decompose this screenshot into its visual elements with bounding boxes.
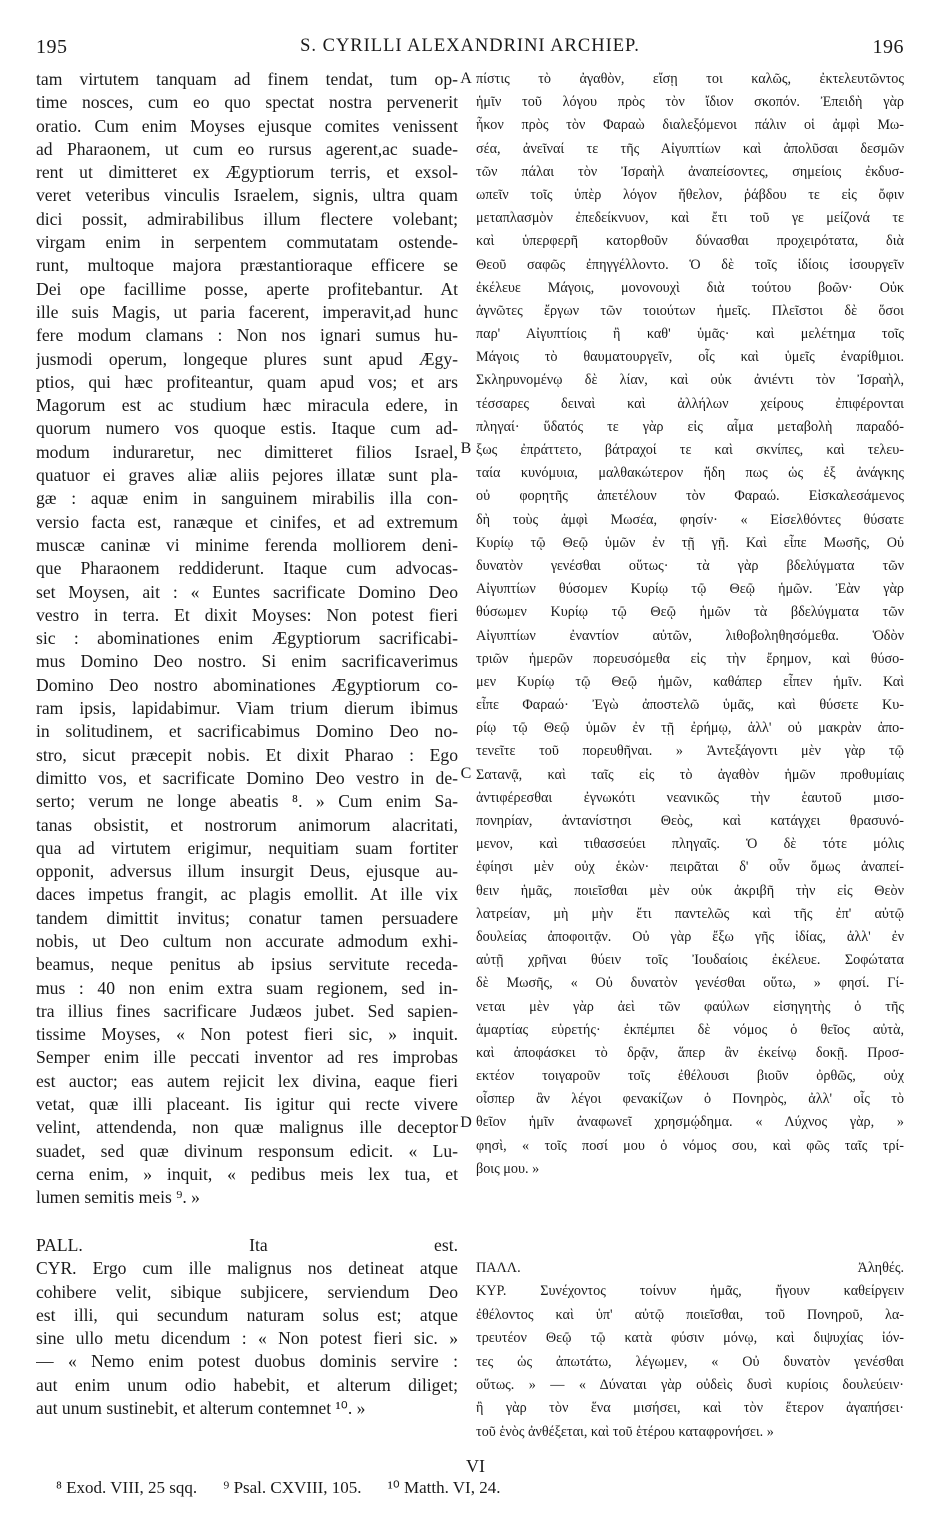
greek-text-line: τριῶν ἡμερῶν πορευσόμεθα εἰς τὴν ἔρημον, καὶ θύσο- <box>476 650 904 667</box>
greek-text-line: καὶ ἀποφάσκει τὸ δρᾷν, ἅπερ ἂν ἐκείνῳ δοκῇ. Προσ- <box>476 1044 904 1061</box>
latin-text-line: Magorum est ac studium hæc miracula edere, in <box>36 395 458 416</box>
latin-text-line: serto; verum ne longe abeatis ⁸. » Cum enim Sa- <box>36 791 458 812</box>
latin-text-line: oratio. Cum enim Moyses ejusque comites venissent <box>36 115 458 136</box>
latin-text-line: cerna enim, » inquit, « pedibus meis lex tua, et <box>36 1163 458 1184</box>
greek-text-line: νεται μὲν γὰρ ἀεὶ τῶν φαύλων εἰσηγητὴς ὁ τῆς <box>476 998 904 1015</box>
latin-text-line: sic : abominationes enim Ægyptiorum sacrificabi- <box>36 628 458 649</box>
greek-text-line: δὲ Μωσῆς, « Οὐ δυνατὸν γενέσθαι οὕτω, » φησί. Γί- <box>476 975 904 992</box>
greek-text-line: πονηρίαν, ἀντανίστησι Θεὸς, καὶ κατάγχει θρασυνό- <box>476 813 904 829</box>
latin-text-line: est auctor; eas autem rejicit lex divina, eaque fieri <box>36 1070 458 1091</box>
latin-text-line: nobis, ut Deo cultum non accurate admodum exhi- <box>36 930 458 951</box>
greek-text-line: πληγαί· ὕδατός τε γὰρ εἰς αἷμα μεταβολὴ παραδό- <box>476 418 904 435</box>
greek-text-line: οἷσπερ ἂν λέγοι φενακίζων ὁ Πονηρὸς, ἀλλ' οἷς τὸ <box>476 1091 904 1108</box>
margin-letter-c: C <box>460 765 472 782</box>
latin-text-line: stro, sicut præcepit nobis. Et dixit Pharao : Ego <box>36 744 458 765</box>
greek-text-line: μεν Κυρίῳ τῷ Θεῷ ἡμῶν, καθάπερ εἶπεν ἡμῖν. Καὶ <box>476 673 904 690</box>
latin-text-line: beamus, neque penitus ab ipsius servitute recedа- <box>36 954 458 975</box>
greek-text-line: καὶ ὑπερφερῆ κατορθοῦν δύνασθαι προχειρότατα, διὰ <box>476 233 904 250</box>
latin-text-line: lumen semitis meis ⁹. » <box>36 1187 200 1208</box>
greek-text-line: βοις μου. » <box>476 1160 540 1177</box>
latin-text-line: opponit, adversus illum insurgit Deus, ejusque au- <box>36 861 458 882</box>
latin-dialog-line: aut unum sustinebit, et alterum contemnet ¹⁰. » <box>36 1398 366 1419</box>
latin-text-line: veret veteribus vinculis Israelem, signis, ultra quam <box>36 185 458 206</box>
margin-letter-d: D <box>460 1114 472 1131</box>
latin-text-line: tra illius fines sacrificare Judæos jubet. Sed sapien- <box>36 1000 458 1021</box>
latin-text-line: Dei ope facillime posse, aperte profitebantur. At <box>36 278 458 299</box>
greek-dialog-line: τες ὡς ἀπωτάτω, λέγωμεν, « Οὐ δυνατὸν γενέσθαι <box>476 1353 904 1370</box>
greek-text-line: οὐ φορητῆς ἀπετέλουν τὸν Φαραώ. Εἰσκαλεσάμενος <box>476 488 904 505</box>
latin-text-line: ille suis Magis, ut paria facerent, imperavit,ad hunc <box>36 301 458 322</box>
latin-text-line: jusmodi operum, longeque plures sunt apud Ægy- <box>36 348 458 369</box>
latin-dialog-line: sine ullo metu dicendum : « Non potest fieri sic. » <box>36 1328 458 1349</box>
greek-text-line: παρ' Αἰγυπτίοις ἢ καθ' ὑμᾶς· καὶ μελέτημα τοῖς <box>476 326 904 343</box>
greek-text-line: θειν ἡμᾶς, ποιεῖσθαι μὲν οὐκ ἀκριβῆ τὴν εἰς Θεὸν <box>476 882 904 899</box>
latin-text-line: Domino Deo nostro abominationes Ægyptiorum co- <box>36 674 458 695</box>
greek-text-line: δουλείας ἀποφοιτᾷν. Οὐ γὰρ ἔξω γῆς ἰδίας, ἀλλ' ἐν <box>476 928 904 945</box>
latin-text-line: tandem dimittit invitus; conatur tamen persuadere <box>36 907 458 928</box>
greek-dialog-line: τρευτέον Θεῷ τῷ κατὰ φύσιν μόνῳ, καὶ διψυχίας ἰόν- <box>476 1330 904 1347</box>
latin-dialog-line: cohibere velit, sibique subjicere, serviendum Deo <box>36 1281 458 1302</box>
latin-text-line: set Moysen, ait : « Euntes sacrificate Domino Deo <box>36 581 458 602</box>
latin-text-line: daces impetus frangit, ac plagis emollit. At ille vix <box>36 884 458 905</box>
latin-text-line: dimitto vos, et sacrificate Domino Deo vestro in de- <box>36 767 458 788</box>
greek-text-line: ταία κυνόμυια, μαλθακώτερον ἤδη πως ὡς ἐξ ἀνάγκης <box>476 465 904 482</box>
greek-text-line: ἀγνῶτες ἔργων τῶν τοιούτων ἡμεῖς. Πλεῖστοι δὲ ὅσοι <box>476 302 904 319</box>
page-number-right: 196 <box>872 36 904 58</box>
greek-dialog-line: ΠΑΛΛ. Ἀληθές. <box>476 1260 904 1276</box>
latin-text-line: quatuor ei graves aliæ aliis pejores illatæ sunt pla- <box>36 465 458 486</box>
greek-text-line: ἐκέλευε Μάγοις, μονονουχὶ διὰ τούτου βοῶν· Οὐκ <box>476 279 904 296</box>
latin-dialog-line: CYR. Ergo cum ille malignus nos detineat atque <box>36 1258 458 1279</box>
latin-text-line: dici possit, admirabilibus illum flectere volebant; <box>36 208 458 229</box>
signature-mark: VI <box>466 1456 485 1476</box>
greek-text-line: Σκληρυνομένῳ δὲ λίαν, καὶ οὐκ ἀνιέντι τὸν Ἰσραὴλ, <box>476 372 904 389</box>
greek-text-line: ξως ἐπράττετο, βάτραχοί τε καὶ σκνίπες, καὶ τελευ- <box>476 442 904 458</box>
greek-text-line: δὴ τοὺς ἀμφὶ Μωσέα, φησίν· « Εἰσελθόντες θύσατε <box>476 511 904 528</box>
latin-text-line: que Pharaonem reddiderunt. Itaque cum advocas- <box>36 558 458 579</box>
greek-text-line: πίστις τὸ ἀγαθὸν, εἴσῃ τοι καλῶς, ἐκτελευτῶντος <box>476 71 904 87</box>
margin-letter-a: A <box>460 70 472 87</box>
greek-dialog-line: ΚΥΡ. Συνέχοντος τοίνυν ἡμᾶς, ἤγουν καθείργειν <box>476 1283 904 1300</box>
footnote-10: ¹⁰ Matth. VI, 24. <box>387 1478 501 1497</box>
greek-text-line: τῶν πάλαι τὸν Ἰσραὴλ ἀναπείσοντες, σημείοις ἐκδυσ- <box>476 163 904 180</box>
margin-letter-b: B <box>460 440 472 457</box>
latin-text-line: runt, multoque majora præstantioraque efficere se <box>36 255 458 276</box>
greek-dialog <box>476 1257 904 1444</box>
latin-text-line: mus Domino Deo nostro. Si enim sacrificaverimus <box>36 651 458 672</box>
latin-text-line: vestro in terra. Et dixit Moyses: Non potest fieri <box>36 604 458 625</box>
latin-text-line: quorum numero vos quoque estis. Itaque cum ad- <box>36 418 458 439</box>
latin-text-line: tanas obsistit, et nostrorum animorum alacritati, <box>36 814 458 835</box>
latin-text-line: rent ut dimitteret ex Ægyptiorum terris, et exsol- <box>36 162 458 183</box>
greek-text-line: δυνατὸν γενέσθαι οὕτως· τὰ γὰρ βδελύγματα τῶν <box>476 557 904 574</box>
latin-text-line: muscæ caninæ vi minime ferenda molliorem deni- <box>36 534 458 555</box>
footnotes <box>56 1478 916 1498</box>
latin-dialog-line: PALL. Ita est. <box>36 1235 458 1255</box>
greek-text-line: εἶπε Φαραώ· Ἐγὼ ἀποστελῶ ὑμᾶς, καὶ θύσετε Κυ- <box>476 697 904 714</box>
latin-text-line: fere modum clamans : Non nos ignari sumus hu- <box>36 325 458 346</box>
latin-text-line: gæ : aquæ enim in sanguinem mirabilis illa con- <box>36 488 458 509</box>
greek-text-line: τενεῖτε τοῦ πορευθῆναι. » Ἀντεξάγοντι μὲν γὰρ τῷ <box>476 743 904 760</box>
greek-dialog-line: τοῦ ἑνὸς ἀνθέξεται, καὶ τοῦ ἑτέρου καταφρονήσει. » <box>476 1423 774 1440</box>
greek-text-line: θεῖον ἡμῖν ἀναφωνεῖ χρησμῴδημα. « Λύχνος γὰρ, » <box>476 1114 904 1131</box>
greek-text-line: ἐφίησι μὲν οὐχ ἑκὼν· πειρᾶται δ' οὖν ὅμως ἀναπεί- <box>476 859 904 876</box>
footnote-8: ⁸ Exod. VIII, 25 sqq. <box>56 1478 198 1497</box>
page-number-left: 195 <box>36 36 68 58</box>
greek-text-line: Μάγοις τὸ θαυματουργεῖν, οἷς καὶ ὑμεῖς ἐναρίθμιοι. <box>476 349 904 366</box>
greek-text-line: Αἰγυπτίων θύσομεν Κυρίῳ τῷ Θεῷ ἡμῶν. Ἐὰν γὰρ <box>476 581 904 598</box>
latin-text-line: ram ipsis, lapidabimur. Viam trium dierum ibimus <box>36 698 458 719</box>
greek-text-line: ωπεῖν τοῖς ὑπὲρ λόγον ἤθελον, ῥάβδου τε εἰς ὄφιν <box>476 186 904 203</box>
latin-text-line: in solitudinem, et sacrificabimus Domino Deo no- <box>36 721 458 742</box>
greek-dialog-line: ἢ γὰρ τὸν ἕνα μισήσει, καὶ τὸν ἕτερον ἀγαπήσει· <box>476 1400 904 1417</box>
latin-column <box>36 68 458 1210</box>
latin-text-line: vetat, quæ illi placeant. Iis igitur qui recte vivere <box>36 1094 458 1115</box>
greek-text-line: ἧκον πρὸς τὸν Φαραὼ διαλεξόμενοι πάλιν οἱ ἀμφὶ Μω- <box>476 117 904 134</box>
greek-dialog-line: ἐθέλοντος καὶ ὑπ' αὐτῷ ποιεῖσθαι, τοῦ Πονηροῦ, λα- <box>476 1306 904 1323</box>
greek-text-line: Κυρίῳ τῷ Θεῷ ὑμῶν ἐν τῇ γῇ. Καὶ εἶπε Μωσῆς, Οὐ <box>476 534 904 551</box>
latin-text-line: time nosces, cum eo quo spectat nostra pervenerit <box>36 92 458 113</box>
greek-text-line: ἁμαρτίας εὑρετής· ἐκπέμπει δὲ νόμος ὁ θεῖος αὐτὰ, <box>476 1021 904 1038</box>
greek-column <box>476 68 904 1181</box>
running-title: S. CYRILLI ALEXANDRINI ARCHIEP. <box>300 36 640 56</box>
latin-dialog <box>36 1234 458 1420</box>
latin-text-line: Semper enim ille peccati inventor ad res improbas <box>36 1047 458 1068</box>
latin-text-line: qua ad virtutem erigimur, nequitiam suam fortiter <box>36 837 458 858</box>
greek-text-line: Θεοῦ σαφῶς ἐπηγγέλλοντο. Ὁ δὲ τοῖς ἰδίοις ἰσουργεῖν <box>476 256 904 273</box>
latin-text-line: suadet, sed quæ divinum responsum edicit. « Lu- <box>36 1140 458 1161</box>
latin-text-line: tissime Moyses, « Non potest fieri sic, » inquit. <box>36 1024 458 1045</box>
greek-text-line: μεταπλασμὸν ἐπεδείκνυον, καὶ ἔτι τοῦ γε μείζονά τε <box>476 210 904 227</box>
latin-dialog-line: est illi, qui secundum naturam solus est; atque <box>36 1304 458 1325</box>
greek-text-line: Σατανᾷ, καὶ ταῖς εἰς τὸ ἀγαθὸν ἡμῶν προθυμίαις <box>476 766 904 783</box>
greek-dialog-line: οὕτως. » — « Δύναται γὰρ οὐδεὶς δυσὶ κυρίοις δουλεύειν· <box>476 1377 904 1394</box>
latin-text-line: tam virtutem tanquam ad finem tendat, tum op- <box>36 69 458 89</box>
latin-dialog-line: aut enim unum odio habebit, et alterum diliget; <box>36 1374 458 1395</box>
running-header <box>36 26 904 66</box>
latin-text-line: versio facta est, ranæque et cinifes, et ad extremum <box>36 511 458 532</box>
latin-text-line: mus : 40 non enim extra suam regionem, sed in- <box>36 977 458 998</box>
latin-dialog-line: — « Nemo enim potest duobus dominis servire : <box>36 1351 458 1372</box>
greek-text-line: Αἰγυπτίων ἐναντίον αὐτῶν, λιθοβοληθησόμεθα. Ὁδὸν <box>476 627 904 644</box>
greek-text-line: σέα, ἀνεῖναί τε τῆς Αἰγυπτίων καὶ ἀπολῦσαι δεσμῶν <box>476 140 904 157</box>
greek-text-line: φησὶ, « τοῖς ποσί μου ὁ νόμος σου, καὶ φῶς ταῖς τρί- <box>476 1137 904 1154</box>
latin-text-line: ad Pharaonem, ut cum eo rursus agerent,ac suade- <box>36 138 458 159</box>
greek-text-line: ρίῳ τῷ Θεῷ ὑμῶν ἐν τῇ ἐρήμῳ, ἀλλ' οὐ μακρὰν ἀπο- <box>476 720 904 737</box>
latin-text-line: ptios, qui hæc profiteantur, quam apud vos; et ars <box>36 371 458 392</box>
latin-text-line: modum induraretur, nec dimitteret filios Israel, <box>36 441 458 462</box>
greek-text-line: αὐτῇ χρῆναι θύειν τοῖς Ἰουδαίοις ἐκέλευε. Σοφώτατα <box>476 952 904 969</box>
greek-text-line: ἡμῖν τοῦ λόγου πρὸς τὸν ἴδιον σκοπόν. Ἐπειδὴ γὰρ <box>476 94 904 111</box>
greek-text-line: εκτέον τοιγαροῦν τοῖς ἐθέλουσι βιοῦν ὀρθῶς, οὐχ <box>476 1068 904 1085</box>
greek-text-line: ἀντιφέρεσθαι ἐγνωκότι νεανικῶς τὴν ἑαυτοῦ μισο- <box>476 789 904 806</box>
greek-text-line: μενον, καὶ τιθασσεύει πληγαῖς. Ὁ δὲ τότε μόλις <box>476 836 904 853</box>
latin-text-line: velint, attendenda, non quæ malignus ille deceptor <box>36 1117 458 1138</box>
footnote-9: ⁹ Psal. CXVIII, 105. <box>223 1478 362 1497</box>
greek-text-line: λατρείαν, μὴ μὴν ἔτι παντελῶς καὶ τῆς ἐπ' αὐτῷ <box>476 905 904 922</box>
latin-text-line: virgam enim in serpentem commutatam ostende- <box>36 232 458 253</box>
greek-text-line: θύσωμεν Κυρίῳ τῷ Θεῷ ἡμῶν τὰ βδελύγματα τῶν <box>476 604 904 621</box>
greek-text-line: τέσσαρες δειναὶ καὶ ἀλλήλων χείρους ἐπιφέρονται <box>476 395 904 412</box>
